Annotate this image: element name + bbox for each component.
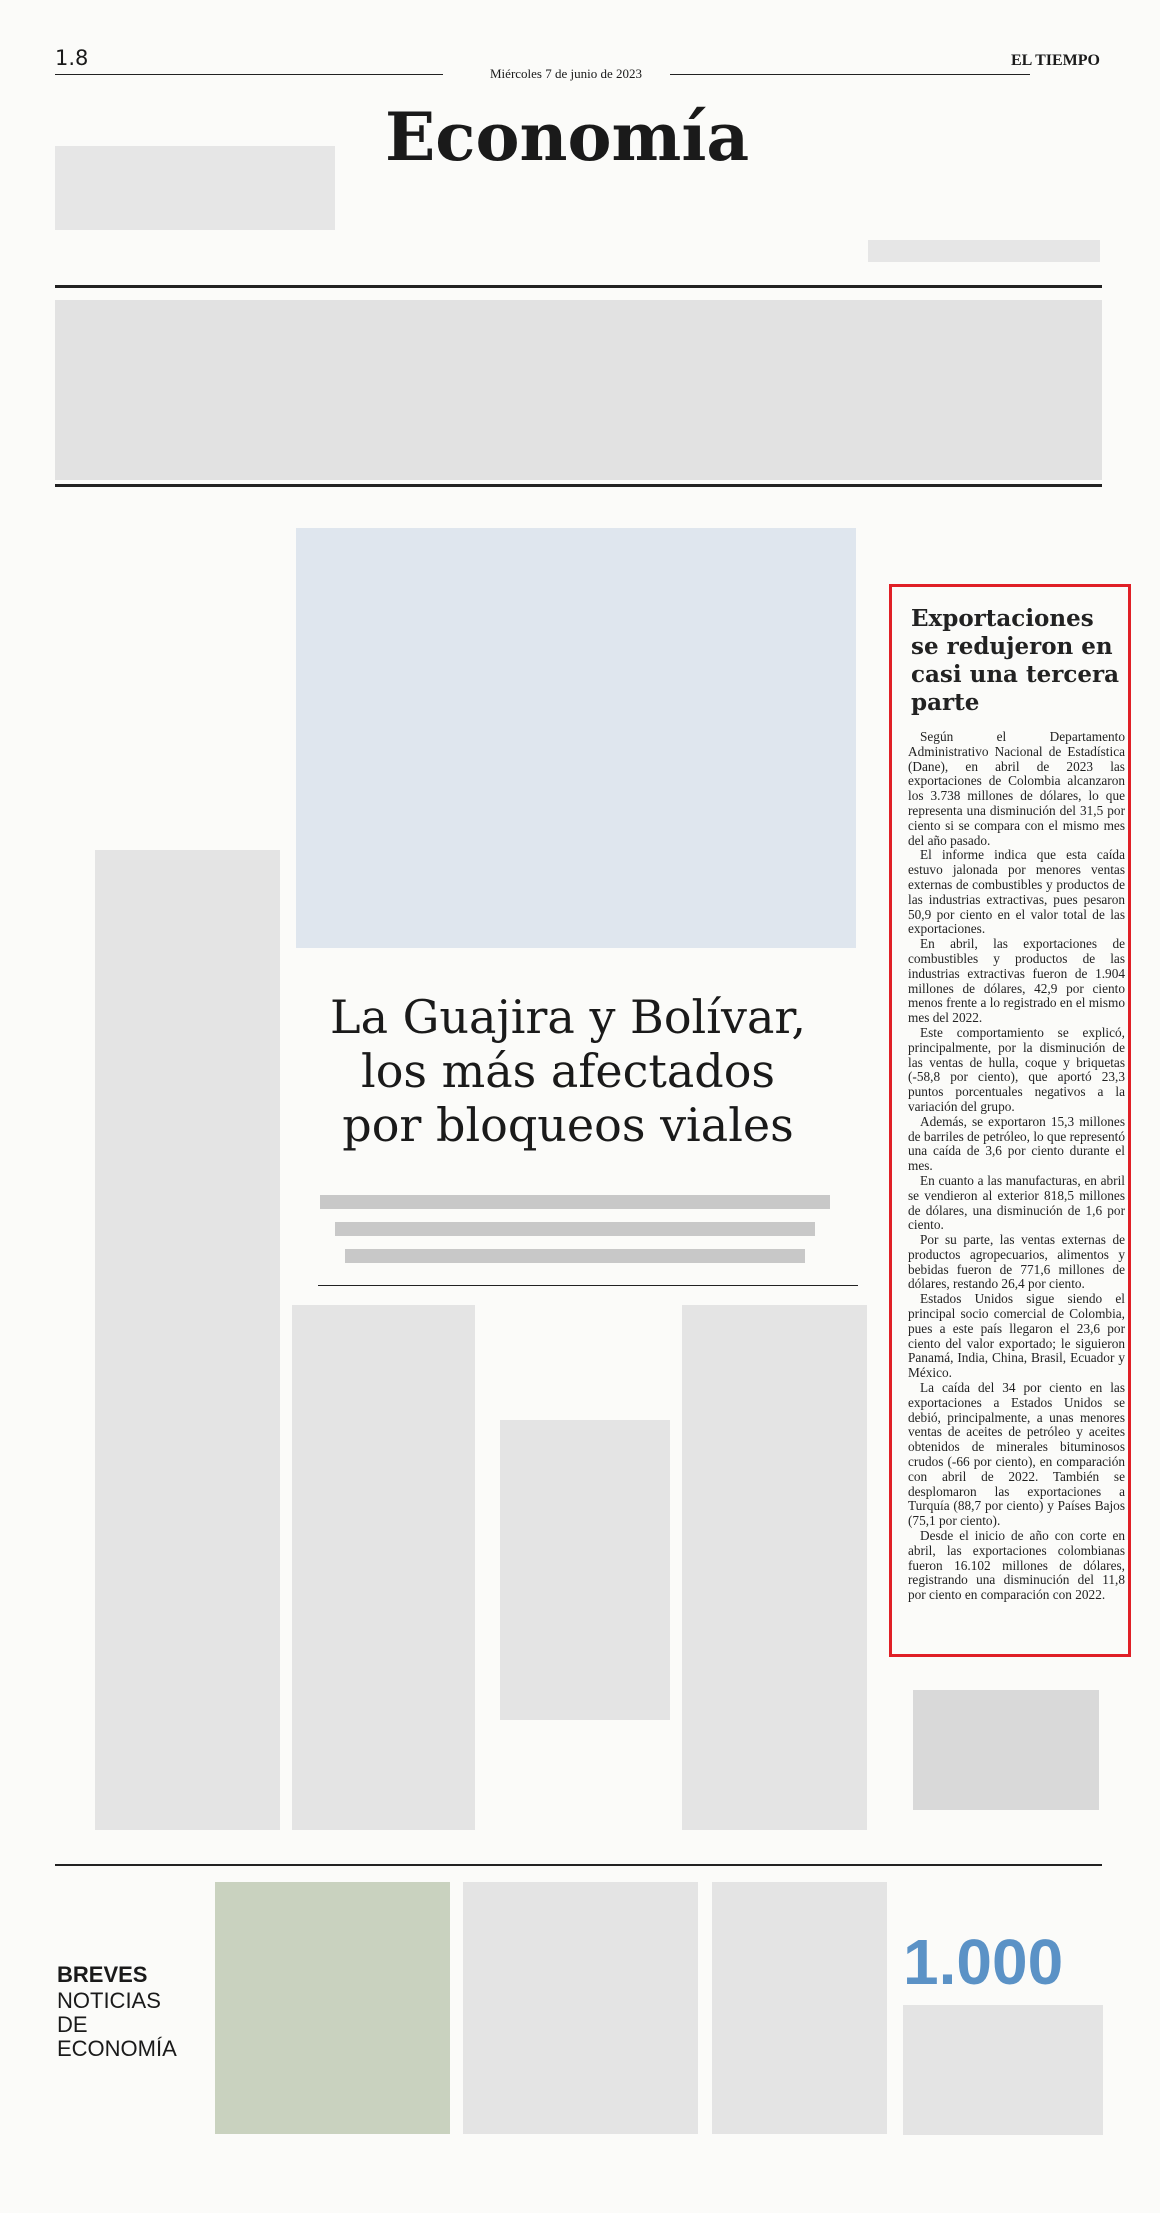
article-paragraph: En cuanto a las manufacturas, en abril se vendieron al exterior 818,5 millones de dólares, una disminución de 1,6 por ciento. <box>908 1172 1125 1233</box>
article-paragraph: En abril, las exportaciones de combustibles y productos de las industrias extractivas fueron de 1.904 millones de dólares, 42,9 por ciento menos frente a lo registrado en el mismo mes del 2022. <box>908 936 1125 1026</box>
sidebar-article-title: Exportaciones se redujeron en casi una tercera parte <box>911 605 1119 716</box>
byline-rule <box>318 1285 858 1286</box>
breves-top-rule <box>55 1864 1102 1866</box>
oil-field-photo <box>215 1882 450 2134</box>
main-headline: La Guajira y Bolívar, los más afectados por bloqueos viales <box>330 990 806 1152</box>
main-article-column-4 <box>682 1305 867 1830</box>
issue-date: Miércoles 7 de junio de 2023 <box>490 66 642 81</box>
teaser-placeholder <box>55 146 335 230</box>
article-paragraph: Además, se exportaron 15,3 millones de barriles de petróleo, lo que representó una caída de 3,6 por ciento durante el mes. <box>908 1113 1125 1174</box>
article-paragraph: Este comportamiento se explicó, principalmente, por la disminución de las ventas de hulla, coque y briquetas (-58,8 por ciento), que aportó 23,3 puntos porcentuales negativos a la variación del grupo. <box>908 1024 1125 1114</box>
indicators-top-rule <box>55 285 1102 288</box>
article-paragraph: Según el Departamento Administrativo Nacional de Estadística (Dane), en abril de 2023 las exportaciones de Colombia alcanzaron los 3.738 millones de dólares, lo que representa una disminución del 31,5 por ciento si se compara con el mismo mes del año pasado. <box>908 729 1125 848</box>
article-paragraph: Desde el inicio de año con corte en abril, las exportaciones colombianas fueron 16.102 millones de dólares, registrando una disminución del 11,8 por ciento en comparación con 2022. <box>908 1528 1125 1603</box>
header-rule-right <box>670 74 1030 75</box>
indicators-band-placeholder <box>55 300 1102 480</box>
indicators-bottom-rule <box>55 484 1102 487</box>
blockades-map-placeholder <box>296 528 856 948</box>
breves-title: BREVES <box>57 1962 148 1987</box>
sidebar-article-body <box>908 730 1125 1603</box>
section-title: Economía <box>385 98 750 176</box>
canacol-brief-placeholder <box>463 1882 698 2134</box>
print-color-bar <box>913 1690 1099 1810</box>
deck-line <box>345 1249 805 1263</box>
exports-sidebar-article <box>889 584 1131 1657</box>
article-paragraph: La caída del 34 por ciento en las exportaciones a Estados Unidos se debió, principalmente, a unas menores ventas de aceites de petróleo y aceites obtenidos de minerales bituminosos crudos (-66 por ciento), en comparación con abril de 2022. También se desplomaron las exportaciones a Turquía (88,7 por ciento) y Países Bajos (75,1 por ciento). <box>908 1380 1125 1529</box>
header-rule-left <box>55 74 443 75</box>
deck-line <box>335 1222 815 1236</box>
promigas-brief-placeholder <box>712 1882 887 2134</box>
mercado-libre-brief-placeholder <box>903 2005 1103 2135</box>
main-article-column-2 <box>292 1305 475 1830</box>
page-number: 1.8 <box>55 46 89 70</box>
ev-big-number: 1.000 <box>903 1926 1064 1998</box>
breves-subtitle: NOTICIAS DE ECONOMÍA <box>57 1988 177 2061</box>
pull-quote-placeholder <box>500 1420 670 1720</box>
article-paragraph: Estados Unidos sigue siendo el principal socio comercial de Colombia, pues a este país llegaron el 23,6 por ciento del valor exportado; le siguieron Panamá, India, China, Brasil, Ecuador y México. <box>908 1291 1125 1381</box>
deck-line <box>320 1195 830 1209</box>
article-paragraph: Por su parte, las ventas externas de productos agropecuarios, alimentos y bebidas fueron de 771,6 millones de dólares, restando 26,4 por ciento. <box>908 1232 1125 1292</box>
brand-name: EL TIEMPO <box>1010 52 1100 69</box>
main-article-column-1 <box>95 850 280 1830</box>
article-paragraph: El informe indica que esta caída estuvo jalonada por menores ventas externas de combustibles y productos de las industrias extractivas, pues pesaron 50,9 por ciento en el valor total de las exportaciones. <box>908 847 1125 937</box>
legend-placeholder <box>868 240 1100 262</box>
